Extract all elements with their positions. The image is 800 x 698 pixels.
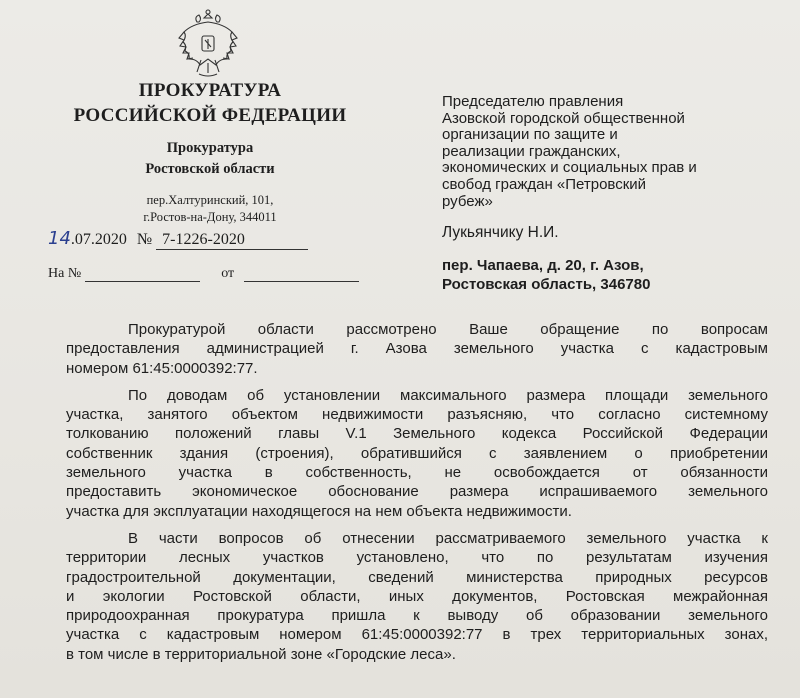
reference-label: На № — [48, 266, 82, 281]
sender-address: пер.Халтуринский, 101, г.Ростов-на-Дону, 344011 — [143, 193, 277, 224]
coat-of-arms-emblem-icon — [177, 8, 239, 78]
body-paragraph-1: Прокуратурой области рассмотрено Ваше обращение по вопросам предоставления администрацией г. Азова земельного участка с кадастровым номером 61:45:0000392:77. — [66, 321, 768, 377]
recipient-name: Лукьянчику Н.И. — [442, 224, 559, 241]
recipient-block: Председателю правления Азовской городской общественной организации по защите и реализации гражданских, экономических и социальных прав и свобод граждан «Петровский рубеж» — [442, 93, 697, 210]
letter-date-number-row — [48, 228, 308, 250]
letter-body — [66, 320, 768, 664]
reference-date-blank — [244, 267, 359, 282]
reference-row — [48, 266, 359, 282]
handwritten-date-day: 14 — [48, 228, 71, 249]
sender-org-title: ПРОКУРАТУРА РОССИЙСКОЙ ФЕДЕРАЦИИ — [73, 80, 347, 126]
recipient-address: пер. Чапаева, д. 20, г. Азов, Ростовская область, 346780 — [442, 257, 651, 293]
reference-number-blank — [85, 267, 200, 282]
letter-number-label: № — [136, 231, 153, 248]
letter-date: .07.2020 — [70, 231, 127, 248]
reference-from-label: от — [221, 266, 235, 281]
sender-letterhead — [50, 78, 370, 226]
body-paragraph-2: По доводам об установлении максимального размера площади земельного участка, занятого объектом недвижимости разъясняю, что согласно системному толкованию положений главы V.1 Земельного кодекса Российской Федерации собственник здания (строения), обратившийся с заявлением о приобретении земельного участка в собственность, не освобождается от обязанности предоставить экономическое обоснование размера испрашиваемого земельного участка для эксплуатации находящегося на нем объекта недвижимости. — [66, 386, 768, 520]
letter-number: 7-1226-2020 — [156, 231, 308, 250]
body-paragraph-3: В части вопросов об отнесении рассматриваемого земельного участка к территории лесных участков установлено, что по результатам изучения градостроительной документации, сведений министерства природных ресурсов и экологии Ростовской области, иных документов, Ростовская межрайонная природоохранная прокуратура пришла к выводу об образовании земельного участка с кадастровым номером 61:45:0000392:77 в трех территориальных зонах, в том числе в территориальной зоне «Городские леса». — [66, 529, 768, 663]
sender-unit: Прокуратура Ростовской области — [145, 140, 275, 177]
